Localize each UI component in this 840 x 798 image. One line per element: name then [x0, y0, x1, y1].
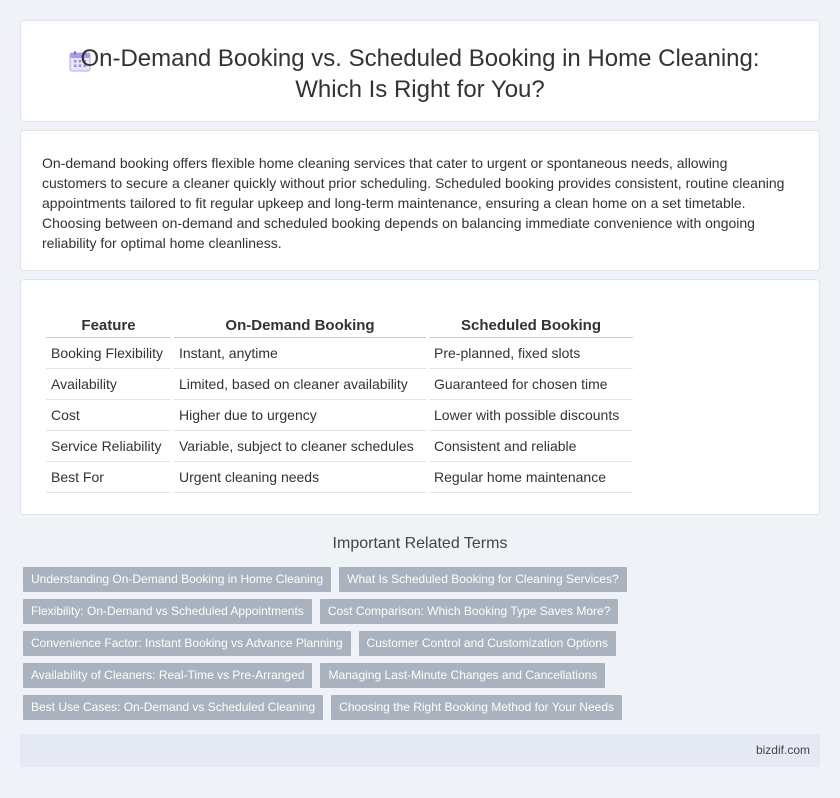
tag-row: [23, 663, 823, 688]
page-title: [80, 43, 759, 105]
related-term-tag[interactable]: Choosing the Right Booking Method for Your Needs: [331, 695, 622, 720]
table-row: [46, 400, 633, 431]
table-cell: Availability: [46, 369, 171, 400]
column-header: On-Demand Booking: [174, 315, 426, 338]
header-card: [20, 20, 820, 122]
table-row: [46, 369, 633, 400]
related-term-tag[interactable]: Cost Comparison: Which Booking Type Saves More?: [320, 599, 619, 624]
intro-card: [20, 130, 820, 271]
table-cell: Best For: [46, 462, 171, 493]
table-cell: Limited, based on cleaner availability: [174, 369, 426, 400]
table-row: [46, 462, 633, 493]
comparison-table: [43, 315, 636, 493]
footer-bar: [20, 734, 820, 767]
table-cell: Lower with possible discounts: [429, 400, 633, 431]
related-terms-list: [23, 567, 823, 727]
related-term-tag[interactable]: Best Use Cases: On-Demand vs Scheduled Cleaning: [23, 695, 323, 720]
related-terms-heading: Important Related Terms: [332, 535, 508, 552]
table-header-row: [46, 315, 633, 338]
column-header: Scheduled Booking: [429, 315, 633, 338]
tag-row: [23, 695, 823, 720]
table-cell: Service Reliability: [46, 431, 171, 462]
column-header: Feature: [46, 315, 171, 338]
related-term-tag[interactable]: Customer Control and Customization Options: [359, 631, 616, 656]
table-cell: Urgent cleaning needs: [174, 462, 426, 493]
related-term-tag[interactable]: Flexibility: On-Demand vs Scheduled Appointments: [23, 599, 312, 624]
table-cell: Variable, subject to cleaner schedules: [174, 431, 426, 462]
tag-row: [23, 567, 823, 592]
footer-brand[interactable]: bizdif.com: [755, 743, 810, 757]
table-row: [46, 431, 633, 462]
table-cell: Regular home maintenance: [429, 462, 633, 493]
related-term-tag[interactable]: Understanding On-Demand Booking in Home Cleaning: [23, 567, 331, 592]
related-term-tag[interactable]: Availability of Cleaners: Real-Time vs Pre-Arranged: [23, 663, 312, 688]
page-title-line-1: On-Demand Booking vs. Scheduled Booking in Home Cleaning:: [80, 45, 760, 72]
comparison-card: [20, 279, 820, 515]
tag-row: [23, 631, 823, 656]
table-cell: Higher due to urgency: [174, 400, 426, 431]
related-term-tag[interactable]: What Is Scheduled Booking for Cleaning Services?: [339, 567, 626, 592]
table-cell: Pre-planned, fixed slots: [429, 338, 633, 369]
intro-paragraph: On-demand booking offers flexible home cleaning services that cater to urgent or spontaneous needs, allowing customers to secure a cleaner quickly without prior scheduling. Scheduled booking provides consistent, routine cleaning appointments tailored to fit regular upkeep and long-term maintenance, ensuring a clean home on a set timetable. Choosing between on-demand and scheduled booking depends on balancing immediate convenience with ongoing reliability for optimal home cleanliness.: [42, 155, 785, 251]
page-title-line-2: Which Is Right for You?: [295, 76, 545, 103]
table-cell: Cost: [46, 400, 171, 431]
table-cell: Consistent and reliable: [429, 431, 633, 462]
related-term-tag[interactable]: Convenience Factor: Instant Booking vs Advance Planning: [23, 631, 351, 656]
table-cell: Instant, anytime: [174, 338, 426, 369]
table-cell: Guaranteed for chosen time: [429, 369, 633, 400]
table-cell: Booking Flexibility: [46, 338, 171, 369]
tag-row: [23, 599, 823, 624]
table-row: [46, 338, 633, 369]
related-term-tag[interactable]: Managing Last-Minute Changes and Cancellations: [320, 663, 605, 688]
